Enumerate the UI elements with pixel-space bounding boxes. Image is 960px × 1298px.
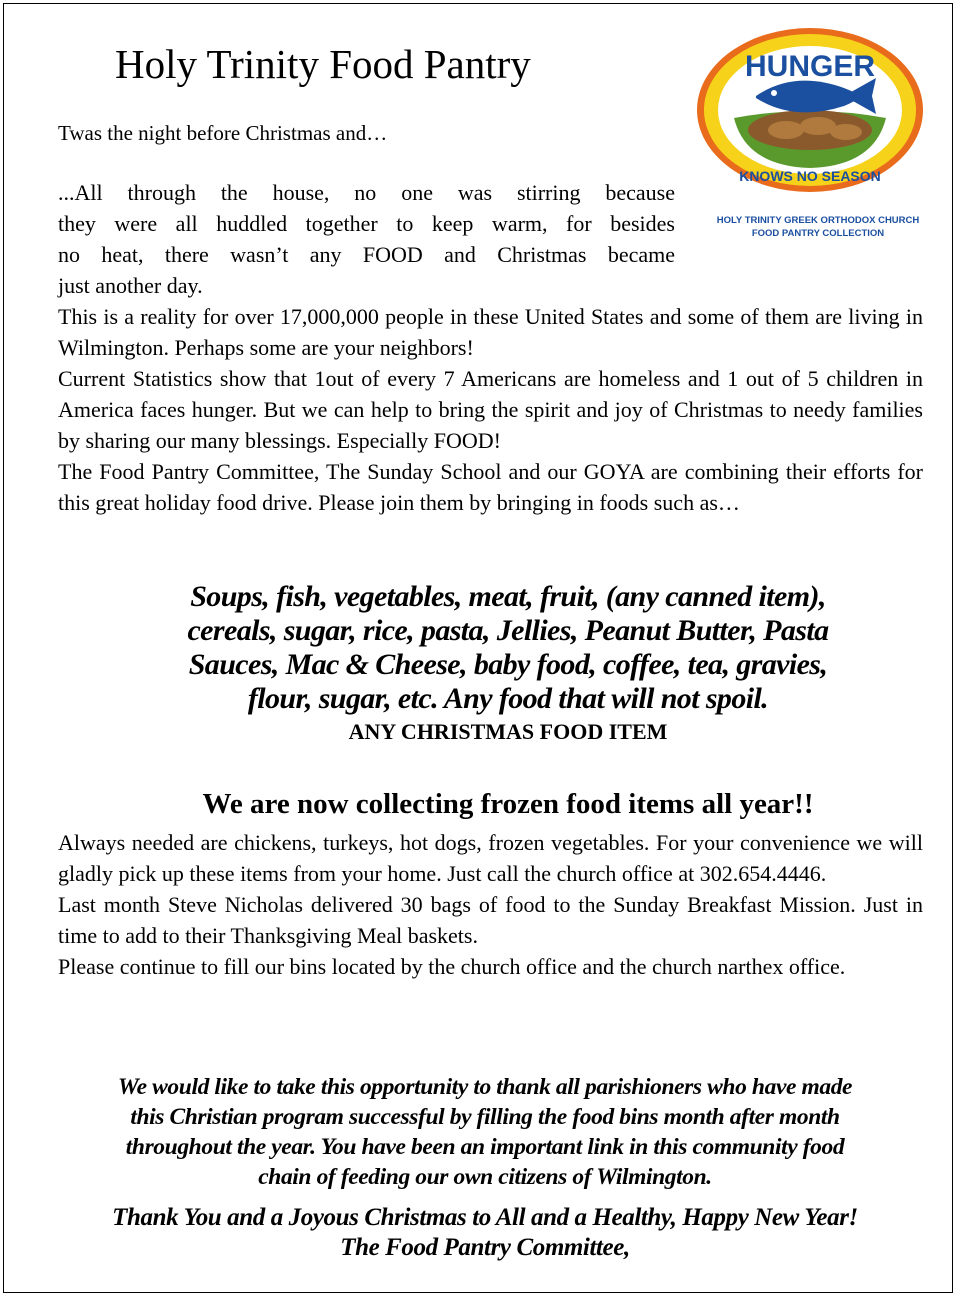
opening-paragraph [58,177,675,301]
paragraph-bins: Please continue to fill our bins located by the church office and the church narthex office. [58,954,846,979]
closing-signature: The Food Pantry Committee, [340,1234,630,1261]
intro-line: Twas the night before Christmas and… [58,121,388,145]
thanks-message [40,1072,930,1192]
opening-line: ...All through the house, no one was stirring because [58,180,675,205]
logo-caption-line1: HOLY TRINITY GREEK ORTHODOX CHURCH [716,215,920,226]
food-list-line: Soups, fish, vegetables, meat, fruit, (any canned item), [190,580,826,613]
food-list [58,580,958,716]
hunger-logo-graphic [694,26,939,246]
thanks-line: chain of feeding our own citizens of Wilmington. [258,1164,712,1190]
main-paragraphs [58,301,923,518]
food-list-line: flour, sugar, etc. Any food that will not spoil. [247,682,769,715]
hunger-logo [694,26,939,246]
thanks-line: this Christian program successful by filling the food bins month after month [130,1104,840,1130]
opening-line: no heat, there wasn’t any FOOD and Christmas became [58,242,675,267]
opening-line: they were all huddled together to keep warm, for besides [58,211,675,236]
closing-greeting: Thank You and a Joyous Christmas to All and a Healthy, Happy New Year! [112,1204,858,1231]
closing-message [40,1203,930,1263]
thanks-line: throughout the year. You have been an important link in this community food [125,1134,845,1160]
food-list-line: cereals, sugar, rice, pasta, Jellies, Peanut Butter, Pasta [187,614,829,647]
paragraph-statistics: Current Statistics show that 1out of every 7 Americans are homeless and 1 out of 5 children in America faces hunger. But we can help to bring the spirit and joy of Christmas to needy families by sharing our many blessings. Especially FOOD! [58,366,923,453]
paragraph-frozen-needs: Always needed are chickens, turkeys, hot dogs, frozen vegetables. For your convenience we will gladly pick up these items from your home. Just call the church office at 302.654.4446. [58,830,923,886]
later-paragraphs [58,827,923,982]
paragraph-food-drive: The Food Pantry Committee, The Sunday School and our GOYA are combining their efforts for this great holiday food drive. Please join them by bringing in foods such as… [58,459,923,515]
food-list-line: Sauces, Mac & Cheese, baby food, coffee, tea, gravies, [188,648,828,681]
collecting-heading: We are now collecting frozen food items all year!! [202,788,814,820]
paragraph-delivery: Last month Steve Nicholas delivered 30 bags of food to the Sunday Breakfast Mission. Just in time to add to their Thanksgiving Meal baskets. [58,892,923,948]
paragraph-reality: This is a reality for over 17,000,000 people in these United States and some of them are living in Wilmington. Perhaps some are your neighbors! [58,304,923,360]
thanks-line: We would like to take this opportunity to thank all parishioners who have made [117,1074,853,1100]
opening-line: just another day. [58,273,203,298]
page-title: Holy Trinity Food Pantry [115,41,531,87]
logo-top-text: HUNGER [744,50,876,83]
christmas-food-item: ANY CHRISTMAS FOOD ITEM [348,719,668,744]
logo-caption-line2: FOOD PANTRY COLLECTION [751,228,885,239]
logo-bottom-text: KNOWS NO SEASON [739,168,881,184]
